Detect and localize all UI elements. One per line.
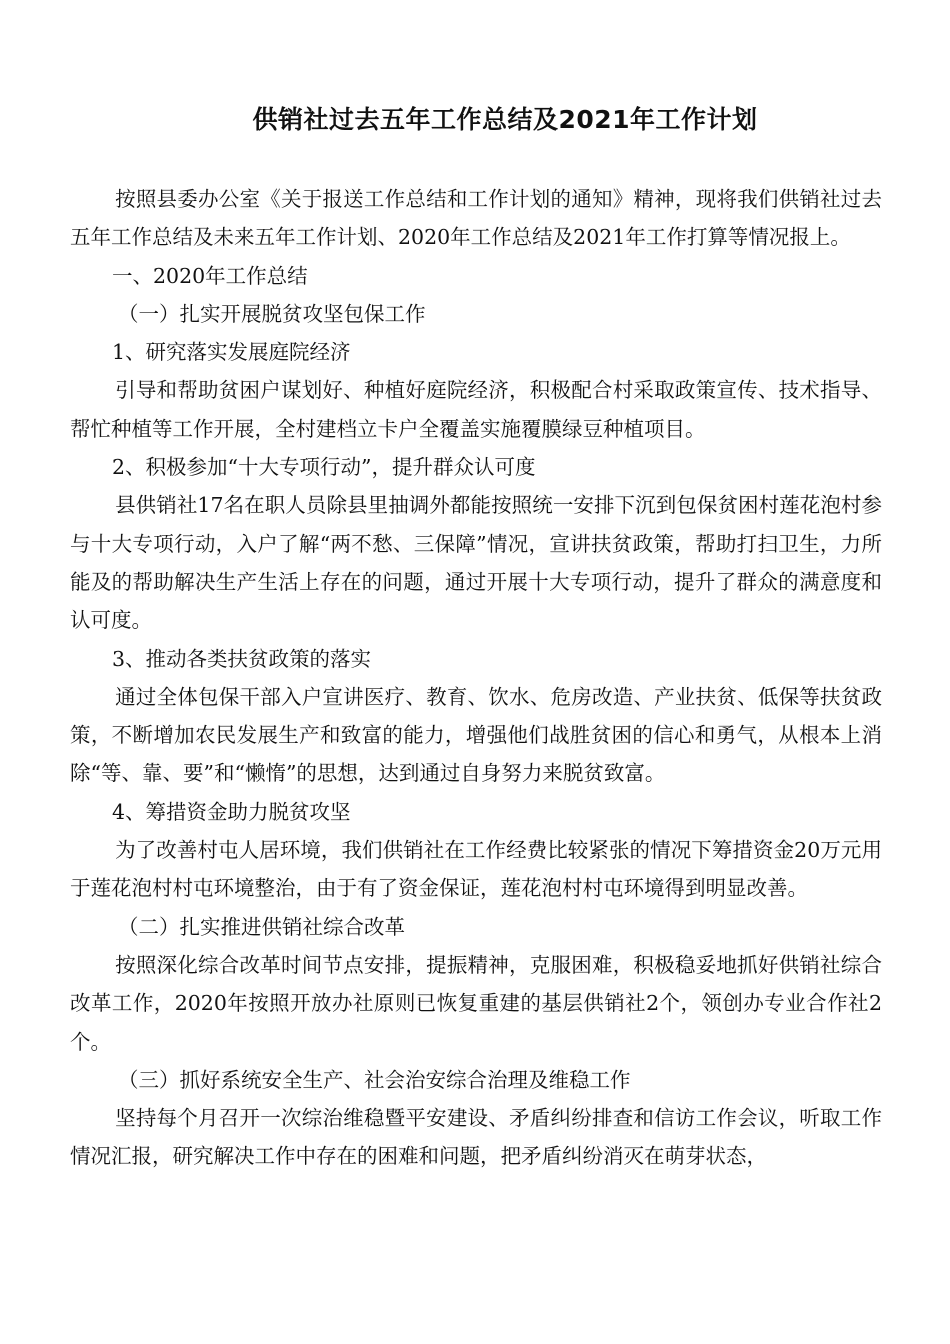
body-paragraph: 为了改善村屯人居环境，我们供销社在工作经费比较紧张的情况下筹措资金20万元用于莲花泡村村屯环境整治，由于有了资金保证，莲花泡村村屯环境得到明显改善。 [70,838,882,901]
document-title: 供销社过去五年工作总结及2021年工作计划 [252,105,758,134]
body-paragraph: 坚持每个月召开一次综治维稳暨平安建设、矛盾纠纷排查和信访工作会议，听取工作情况汇报，研究解决工作中存在的困难和问题，把矛盾纠纷消灭在萌芽状态， [70,1106,882,1169]
item-heading-3: 3、推动各类扶贫政策的落实 [112,646,372,671]
body-paragraph: 县供销社17名在职人员除县里抽调外都能按照统一安排下沉到包保贫困村莲花泡村参与十大专项行动，入户了解“两不愁、三保障”情况，宣讲扶贫政策，帮助打扫卫生，力所能及的帮助解决生产生活上存在的问题，通过开展十大专项行动，提升了群众的满意度和认可度。 [70,493,882,633]
body-paragraph: 引导和帮助贫困户谋划好、种植好庭院经济，积极配合村采取政策宣传、技术指导、帮忙种植等工作开展，全村建档立卡户全覆盖实施覆膜绿豆种植项目。 [70,378,882,441]
section-heading-1: 一、2020年工作总结 [112,263,308,288]
item-heading-2: 2、积极参加“十大专项行动”，提升群众认可度 [112,455,536,480]
subsection-heading-2: （二）扎实推进供销社综合改革 [118,914,405,939]
intro-paragraph: 按照县委办公室《关于报送工作总结和工作计划的通知》精神，现将我们供销社过去五年工作总结及未来五年工作计划、2020年工作总结及2021年工作打算等情况报上。 [70,187,882,250]
item-heading-1: 1、研究落实发展庭院经济 [112,340,351,365]
item-heading-4: 4、筹措资金助力脱贫攻坚 [112,799,351,824]
subsection-heading-1: （一）扎实开展脱贫攻坚包保工作 [118,301,426,326]
body-paragraph: 按照深化综合改革时间节点安排，提振精神，克服困难，积极稳妥地抓好供销社综合改革工作，2020年按照开放办社原则已恢复重建的基层供销社2个，领创办专业合作社2个。 [70,952,882,1054]
body-paragraph: 通过全体包保干部入户宣讲医疗、教育、饮水、危房改造、产业扶贫、低保等扶贫政策，不断增加农民发展生产和致富的能力，增强他们战胜贫困的信心和勇气，从根本上消除“等、靠、要”和“懒惰”的思想，达到通过自身努力来脱贫致富。 [70,684,882,786]
document-body [70,180,882,1176]
subsection-heading-3: （三）抓好系统安全生产、社会治安综合治理及维稳工作 [118,1067,631,1092]
